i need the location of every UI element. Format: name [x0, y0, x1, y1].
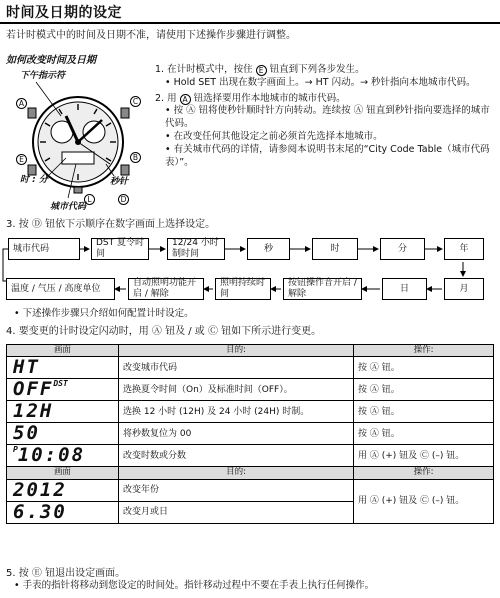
purpose-cell: 选换 12 小时 (12H) 及 24 小时 (24H) 时制。 [119, 401, 354, 423]
lcd-screen: HT [7, 357, 119, 379]
purpose-cell: 改变年份 [119, 479, 354, 501]
flow-minute: 分 [380, 238, 425, 260]
button-a-icon: A [180, 94, 191, 105]
step-1: 1. 在计时模式中，按住 E 钮直到下列各步发生。 • Hold SET 出现在数字画面上。→ HT 闪动。→ 秒针指向本地城市代码。 [155, 64, 495, 90]
lcd-screen: 6.30 [7, 501, 119, 523]
pm-indicator: P [13, 445, 18, 455]
button-a-icon: A [16, 98, 27, 109]
flow-light-duration: 照明持续时间 [215, 278, 271, 300]
lcd-screen: $^P$10:08 [7, 445, 119, 467]
step-2-note-b: • 在改变任何其他设定之前必须首先选择本地城市。 [165, 131, 383, 143]
title-rule [0, 22, 500, 24]
col-header-operation: 操作: [354, 345, 494, 357]
step-2: 2. 用 A 钮选择要用作本地城市的城市代码。 • 按 Ⓐ 钮将使秒针顺时针方向转动。连续按 Ⓐ 钮直到秒针指向要选择的城市代码。 • 在改变任何其他设定之前必须首先选择本地城市。 • 有关城市代码的详情，请参阅本说明书末尾的“City Code Table（城市代码表）”。 [155, 93, 495, 170]
steps-1-2 [155, 64, 495, 173]
second-hand-label: 秒针 [110, 177, 129, 187]
settings-flow-diagram [0, 234, 500, 306]
settings-table [6, 344, 494, 524]
page-title: 时间及日期的设定 [6, 5, 122, 21]
step-1-note: • Hold SET 出现在数字画面上。→ HT 闪动。→ 秒针指向本地城市代码。 [165, 76, 476, 88]
button-c-icon: C [130, 96, 141, 107]
operation-cell: 按 Ⓐ 钮。 [354, 401, 494, 423]
lcd-screen: 50 [7, 423, 119, 445]
table-header-row [7, 345, 494, 357]
table-row [7, 445, 494, 467]
lcd-screen: $OFF^{DST}$ [7, 379, 119, 401]
intro-text: 若计时模式中的时间及日期不准，请使用下述操作步骤进行调整。 [6, 30, 296, 41]
note-timekeeping-only: • 下述操作步骤只介绍如何配置计时设定。 [14, 308, 194, 319]
col-header-purpose: 目的: [119, 345, 354, 357]
flow-year: 年 [444, 238, 484, 260]
flow-dst: DST 夏令时间 [91, 238, 149, 260]
note-hands-move: • 手表的指针将移动到您设定的时间处。指针移动过程中不要在手表上执行任何操作。 [14, 580, 375, 591]
button-l-icon: L [84, 194, 95, 205]
flow-month: 月 [444, 278, 484, 300]
flow-auto-light: 自动照明功能开启 / 解除 [128, 278, 204, 300]
operation-cell: 按 Ⓐ 钮。 [354, 379, 494, 401]
city-code-label: 城市代码 [50, 202, 87, 212]
table-row [7, 401, 494, 423]
purpose-cell: 改变月或日 [119, 501, 354, 523]
time-label: 时 : 分 [20, 175, 48, 185]
table-row [7, 379, 494, 401]
purpose-cell: 改变城市代码 [119, 357, 354, 379]
operation-cell: 按 Ⓐ 钮。 [354, 357, 494, 379]
flow-seconds: 秒 [247, 238, 290, 260]
purpose-cell: 将秒数复位为 00 [119, 423, 354, 445]
flow-12-24: 12/24 小时制时间 [167, 238, 225, 260]
step-3: 3. 按 Ⓓ 钮依下示顺序在数字画面上选择设定。 [6, 219, 216, 230]
step-2-note-c: • 有关城市代码的详情，请参阅本说明书末尾的“City Code Table（城市代码表）”。 [165, 143, 490, 168]
col-header-operation: 操作: [354, 467, 494, 479]
flow-city-code: 城市代码 [8, 238, 80, 260]
pm-indicator-label: 下午指示符 [20, 71, 66, 81]
dst-indicator: DST [53, 379, 68, 389]
step-4: 4. 要变更的计时设定闪动时，用 Ⓐ 钮及 / 或 Ⓒ 钮如下所示进行变更。 [6, 326, 322, 337]
operation-cell: 按 Ⓐ 钮。 [354, 423, 494, 445]
table-row [7, 479, 494, 501]
flow-hour: 时 [312, 238, 358, 260]
table-row [7, 423, 494, 445]
operation-cell: 用 Ⓐ (+) 钮及 Ⓒ (–) 钮。 [354, 445, 494, 467]
table-row [7, 357, 494, 379]
watch-face-icon [6, 68, 146, 213]
flow-units: 温度 / 气压 / 高度单位 [6, 278, 115, 300]
col-header-screen: 画面 [7, 467, 119, 479]
lcd-screen: 2012 [7, 479, 119, 501]
flow-button-tone: 按钮操作音开启 / 解除 [283, 278, 362, 300]
col-header-screen: 画面 [7, 345, 119, 357]
purpose-cell: 改变时数或分数 [119, 445, 354, 467]
button-e-icon: E [16, 154, 27, 165]
col-header-purpose: 目的: [119, 467, 354, 479]
watch-illustration [6, 68, 146, 213]
step-5: 5. 按 Ⓔ 钮退出设定画面。 [6, 568, 126, 579]
step-2-note-a: • 按 Ⓐ 钮将使秒针顺时针方向转动。连续按 Ⓐ 钮直到秒针指向要选择的城市代码。 [165, 105, 490, 130]
button-d-icon: D [118, 194, 129, 205]
purpose-cell: 选换夏令时间（On）及标准时间（OFF）。 [119, 379, 354, 401]
flow-day: 日 [382, 278, 427, 300]
howto-heading: 如何改变时间及日期 [6, 55, 96, 66]
button-b-icon: B [130, 152, 141, 163]
lcd-screen: 12H [7, 401, 119, 423]
table-header-row [7, 467, 494, 479]
operation-cell: 用 Ⓐ (+) 钮及 Ⓒ (–) 钮。 [354, 479, 494, 523]
button-e-icon: E [256, 65, 267, 76]
